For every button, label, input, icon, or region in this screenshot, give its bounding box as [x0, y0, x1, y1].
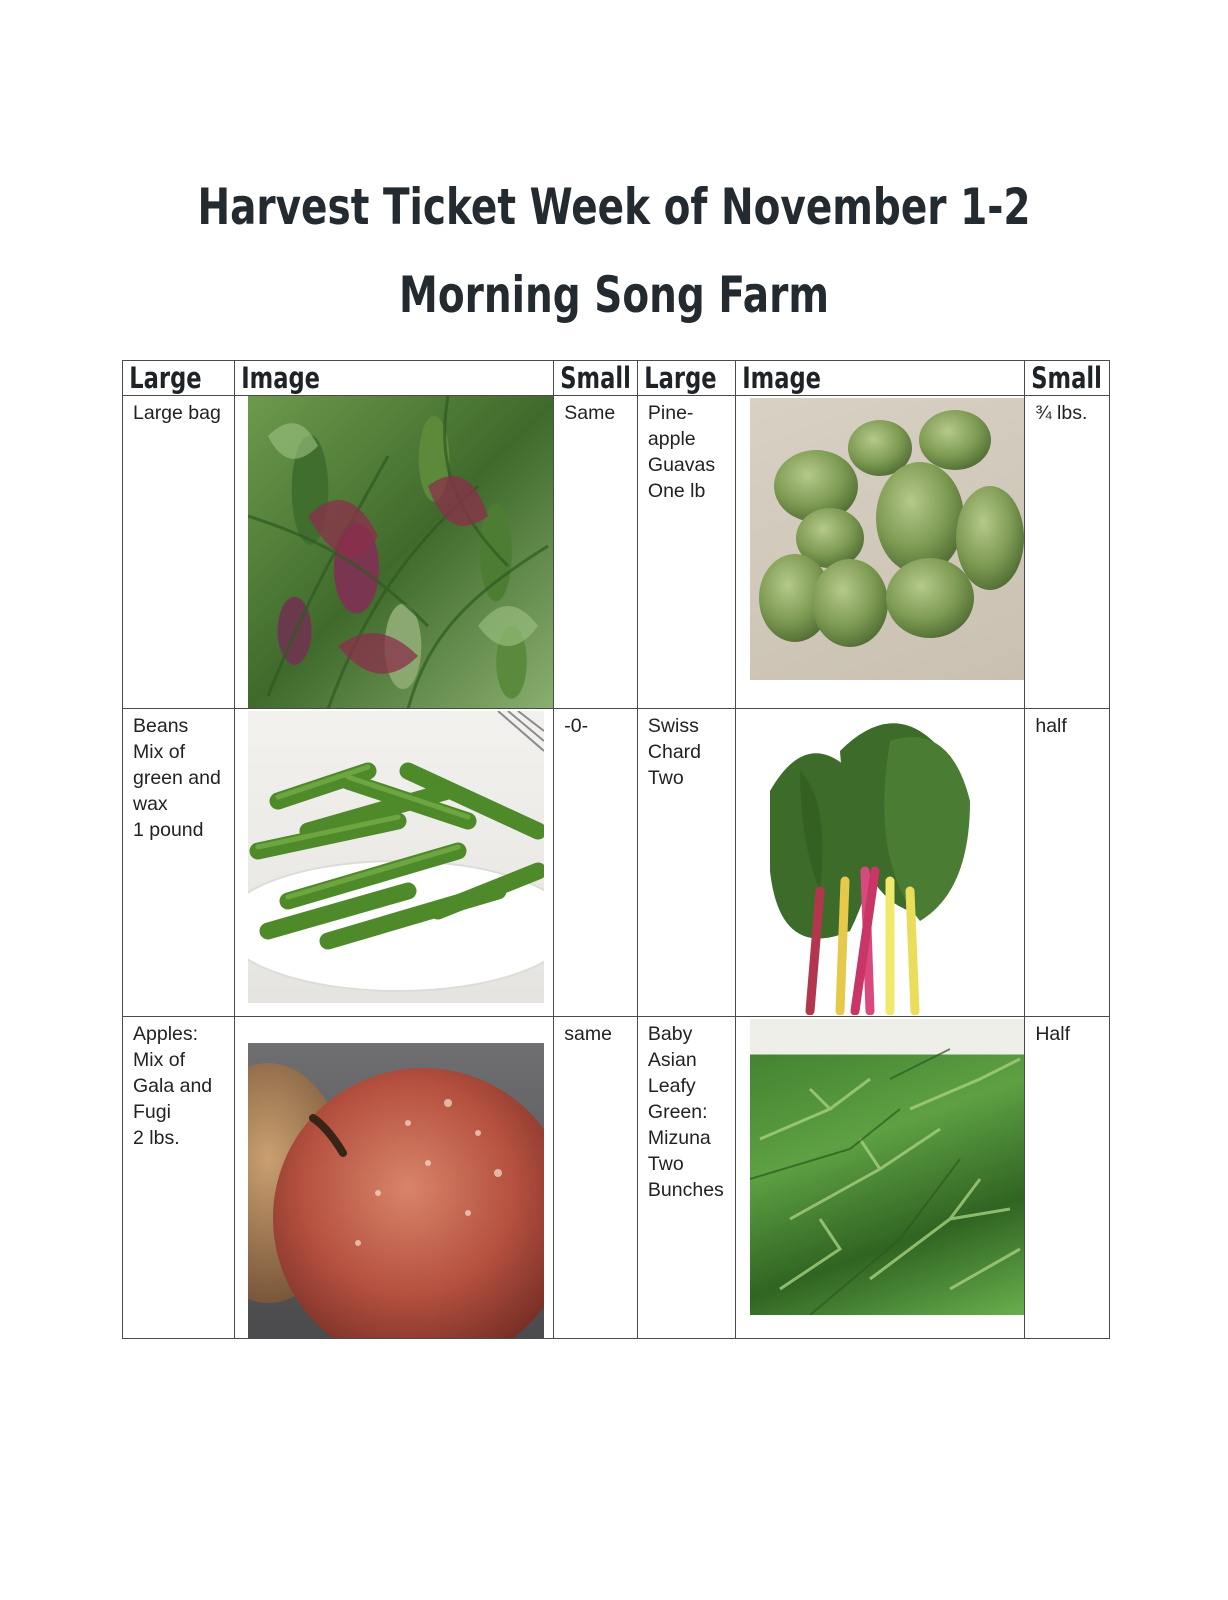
apple-image [248, 1043, 544, 1339]
item-small-share: Same [554, 396, 638, 709]
table-row [123, 1017, 1110, 1339]
guava-image [750, 398, 1025, 680]
item-image-cell [235, 1017, 554, 1339]
header-large-right: Large [637, 361, 735, 396]
farm-name: Morning Song Farm [399, 266, 829, 324]
item-description: Swiss Chard Two [637, 709, 735, 1017]
item-small-share: Half [1025, 1017, 1110, 1339]
page-title: Harvest Ticket Week of November 1-2 [197, 178, 1031, 236]
table-header-row [123, 361, 1110, 396]
item-description: Beans Mix of green and wax 1 pound [123, 709, 235, 1017]
item-image-cell [735, 1017, 1025, 1339]
item-image-cell [235, 396, 554, 709]
green-beans-image [248, 711, 544, 1003]
header-small-right: Small [1025, 361, 1110, 396]
header-small-left: Small [554, 361, 638, 396]
item-small-share: ¾ lbs. [1025, 396, 1110, 709]
harvest-table [122, 360, 1110, 1339]
item-description: Baby Asian Leafy Green: Mizuna Two Bunches [637, 1017, 735, 1339]
salad-greens-image [248, 396, 554, 709]
mizuna-image [750, 1019, 1025, 1315]
item-small-share: half [1025, 709, 1110, 1017]
header-image-right: Image [735, 361, 1025, 396]
item-image-cell [735, 396, 1025, 709]
item-image-cell [735, 709, 1025, 1017]
item-small-share: same [554, 1017, 638, 1339]
item-description: Apples: Mix of Gala and Fugi 2 lbs. [123, 1017, 235, 1339]
item-image-cell [235, 709, 554, 1017]
swiss-chard-image [750, 711, 980, 1015]
item-description: Pine- apple Guavas One lb [637, 396, 735, 709]
item-description: Large bag [123, 396, 235, 709]
table-row [123, 709, 1110, 1017]
header-image-left: Image [235, 361, 554, 396]
header-large-left: Large [123, 361, 235, 396]
table-row [123, 396, 1110, 709]
item-small-share: -0- [554, 709, 638, 1017]
